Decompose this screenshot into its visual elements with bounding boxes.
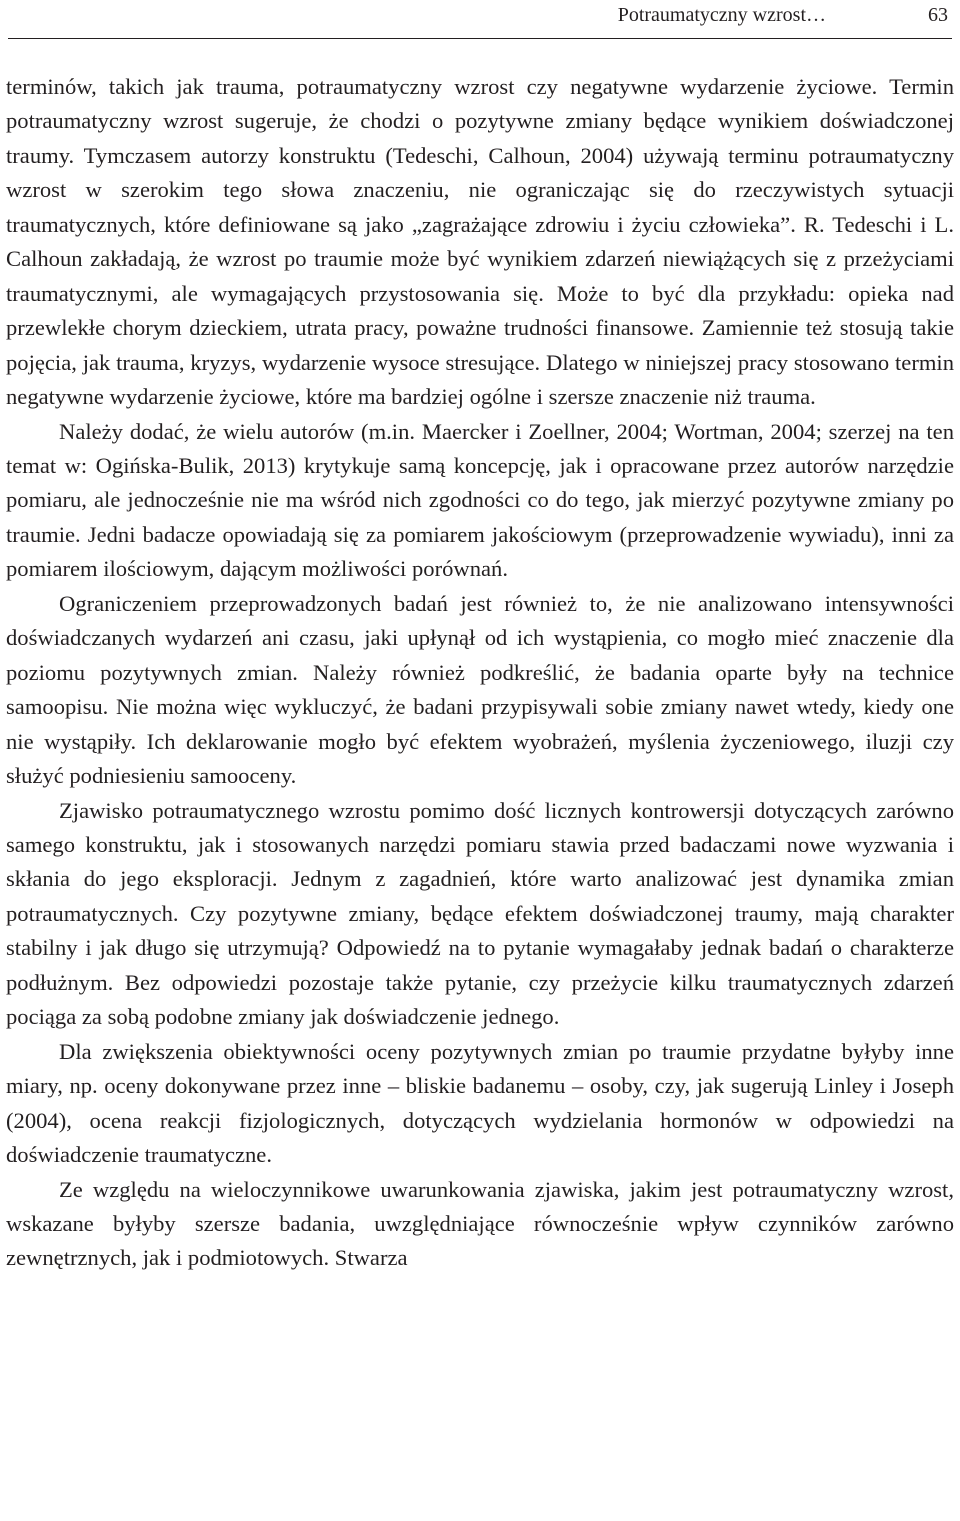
paragraph-multifactor: Ze względu na wieloczynnikowe uwarunkowania zjawiska, jakim jest potraumatyczny wzrost, wskazane byłyby szersze badania, uwzględniające równocześnie wpływ czynników zarówno zewnętrznych, jak i podmiotowych. Stwarza xyxy=(6,1176,954,1271)
page-header xyxy=(8,0,952,39)
running-title: Potraumatyczny wzrost… xyxy=(617,4,826,26)
paragraph-future-research: Zjawisko potraumatycznego wzrostu pomimo dość licznych kontrowersji dotyczących zarówno samego konstruktu, jak i stosowanych narzędzi pomiaru stawia przed badaczami nowe wyzwania i skłania do jego eksploracji. Jednym z zagadnień, które warto analizować jest dynamika zmian potraumatycznych. Czy pozytywne zmiany, będące efektem doświadczonej traumy, mają charakter stabilny i jak długo się utrzymują? Odpowiedź na to pytanie wymagałaby jednak badań o charakterze podłużnym. Bez odpowiedzi pozostaje także pytanie, czy przeżycie kilku traumatycznych zdarzeń pociąga za sobą podobne zmiany jak doświadczenie jednego. xyxy=(6,797,954,1030)
paragraph-continued: terminów, takich jak trauma, potraumatyczny wzrost czy negatywne wydarzenie życiowe. Termin potraumatyczny wzrost sugeruje, że chodzi o pozytywne zmiany będące wynikiem doświadczonej traumy. Tymczasem autorzy konstruktu (Tedeschi, Calhoun, 2004) używają terminu potraumatyczny wzrost w szerokim tego słowa znaczeniu, nie ograniczając się do rzeczywistych sytuacji traumatycznych, które definiowane są jako „zagrażające zdrowiu i życiu człowieka”. R. Tedeschi i L. Calhoun zakładają, że wzrost po traumie może być wynikiem zdarzeń niewiążących się z przeżyciami traumatycznymi, ale wymagających przystosowania się. Może to być dla przykładu: opieka nad przewlekłe chorym dzieckiem, utrata pracy, poważne trudności finansowe. Zamiennie też stosują takie pojęcia, jak trauma, kryzys, wydarzenie wysoce stresujące. Dlatego w niniejszej pracy stosowano termin negatywne wydarzenie życiowe, które ma bardziej ogólne i szersze znaczenie niż trauma. xyxy=(6,74,954,410)
paragraph-objectivity: Dla zwiększenia obiektywności oceny pozytywnych zmian po traumie przydatne byłyby inne miary, np. oceny dokonywane przez inne – bliskie badanemu – osoby, czy, jak sugerują Linley i Joseph (2004), ocena reakcji fizjologicznych, dotyczących wydzielania hormonów w odpowiedzi na doświadczenie traumatyczne. xyxy=(6,1038,954,1168)
body-text xyxy=(6,70,954,1276)
paragraph-critique: Należy dodać, że wielu autorów (m.in. Maercker i Zoellner, 2004; Wortman, 2004; szerzej na ten temat w: Ogińska-Bulik, 2013) krytykuje samą koncepcję, jak i opracowane przez autorów narzędzie pomiaru, ale jednocześnie nie ma wśród nich zgodności co do tego, jak mierzyć pozytywne zmiany po traumie. Jedni badacze opowiadają się za pomiarem jakościowym (przeprowadzenie wywiadu), inni za pomiarem ilościowym, dającym możliwości porównań. xyxy=(6,418,954,582)
paragraph-limitations: Ograniczeniem przeprowadzonych badań jest również to, że nie analizowano intensywności doświadczanych wydarzeń ani czasu, jaki upłynął od ich wystąpienia, co mogło mieć znaczenie dla poziomu pozytywnych zmian. Należy również podkreślić, że badania oparte były na technice samoopisu. Nie można więc wykluczyć, że badani przypisywali sobie zmiany nawet wtedy, kiedy one nie wystąpiły. Ich deklarowanie mogło być efektem wyobrażeń, myślenia życzeniowego, iluzji czy służyć podniesieniu samooceny. xyxy=(6,590,954,789)
page-number: 63 xyxy=(928,4,948,26)
